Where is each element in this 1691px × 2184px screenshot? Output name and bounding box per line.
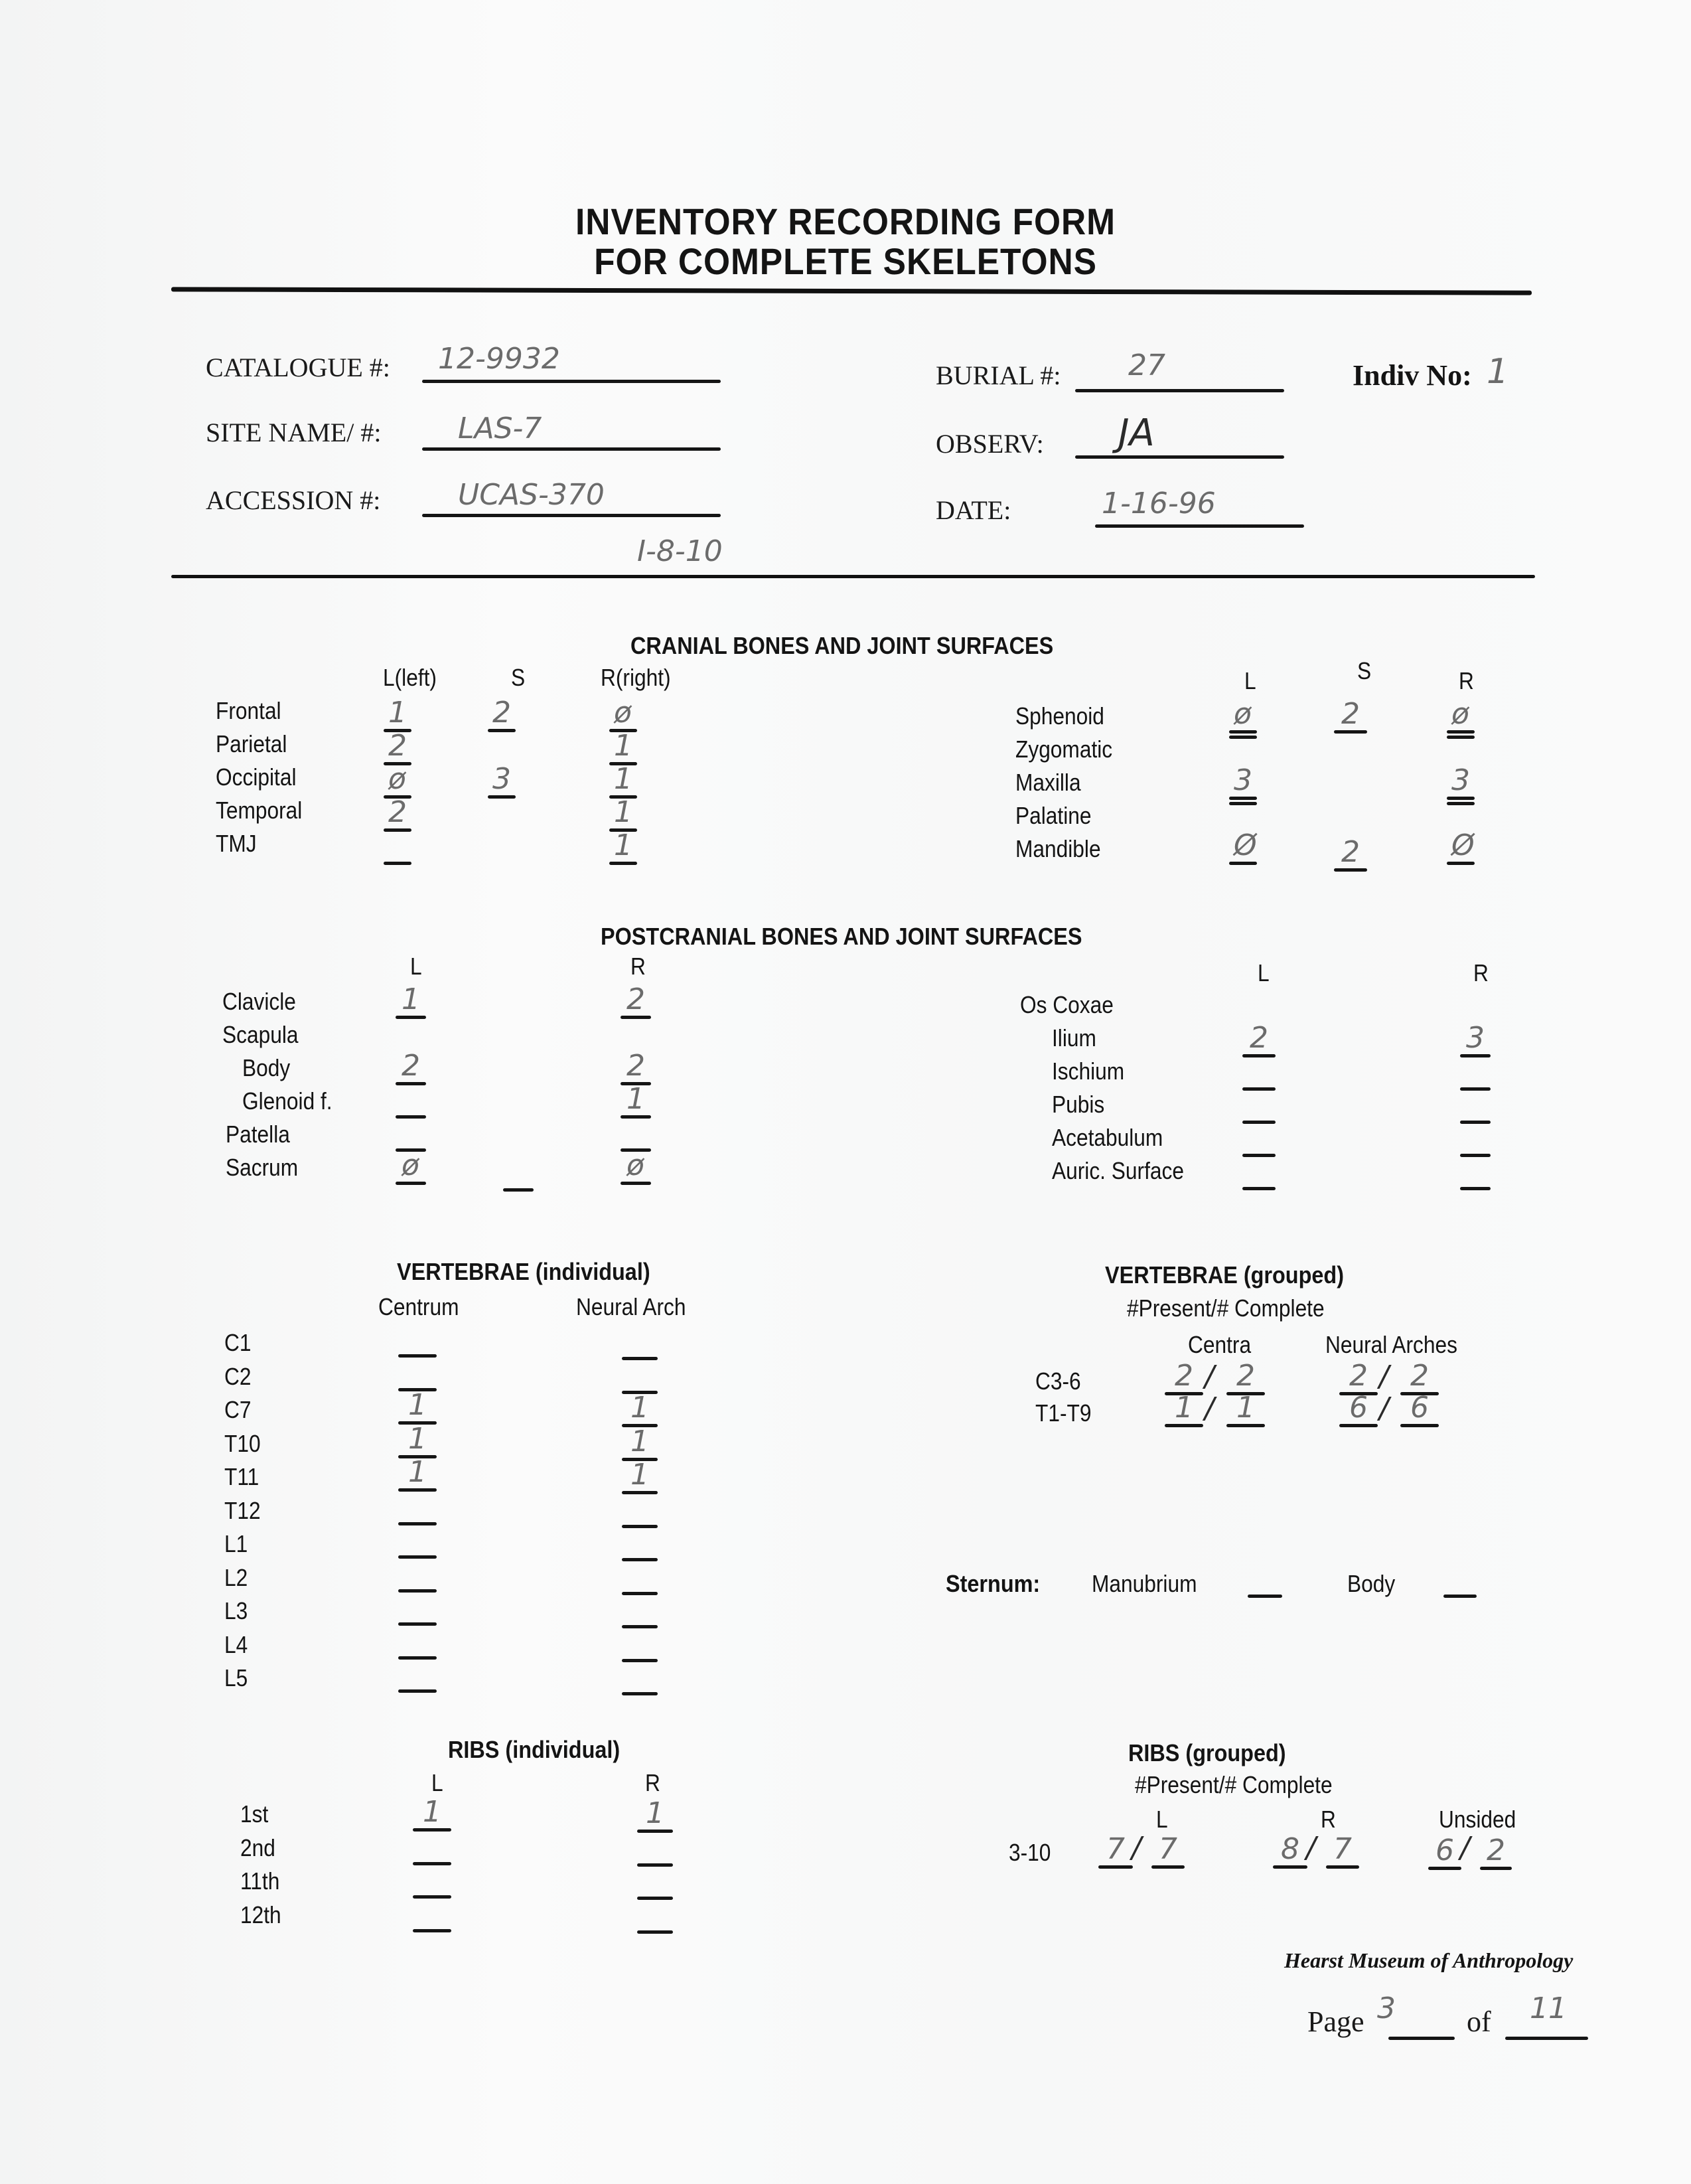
cranial-col2-l: L (1244, 667, 1256, 694)
ribs-individual-title: RIBS (individual) (448, 1736, 621, 1763)
ribs-grouped-col-r: R (1321, 1806, 1336, 1833)
postcranial-ilium-left-value[interactable]: 2 (1250, 1021, 1268, 1055)
vertebra-t10-arch-value[interactable]: 1 (630, 1424, 649, 1458)
cranial-col-right: R(right) (601, 664, 671, 691)
institution-name: Hearst Museum of Anthropology (1284, 1948, 1574, 1972)
accession-label: ACCESSION #: (206, 485, 381, 515)
vertebrae-col-centrum: Centrum (378, 1293, 459, 1320)
page-total-line (1505, 2037, 1588, 2040)
cranial-row-label: Zygomatic (1015, 736, 1113, 763)
postcranial-row-label: Body (242, 1054, 291, 1081)
sternum-body-field[interactable] (1443, 1595, 1477, 1598)
cranial-maxilla-left-value[interactable]: 3 (1234, 763, 1252, 797)
vgroup-0-arches-complete-value[interactable]: 2 (1410, 1359, 1429, 1393)
date-label: DATE: (936, 495, 1011, 525)
cranial-parietal-right-value[interactable]: 1 (614, 729, 632, 763)
postcranial-glenoidf-right-value[interactable]: 1 (626, 1082, 645, 1116)
cranial-row-label: Mandible (1015, 835, 1101, 862)
vertebra-l3-arch-line[interactable] (622, 1625, 658, 1628)
postcranial-row-label: Auric. Surface (1052, 1157, 1184, 1184)
vertebra-l1-centrum-line[interactable] (398, 1555, 437, 1559)
rgroup-right-complete-value[interactable]: 7 (1333, 1832, 1352, 1866)
cranial-maxilla-right-value[interactable]: 3 (1451, 763, 1470, 797)
postcranial-pubis-left-line[interactable] (1242, 1121, 1276, 1124)
cranial-mandible-right-value[interactable]: Ø (1451, 828, 1475, 862)
cranial-frontal-right-value[interactable]: ø (614, 696, 632, 730)
cranial-row-label: Occipital (216, 763, 297, 791)
sternum-label: Sternum: (946, 1570, 1041, 1597)
postcranial-acetabulum-right-line[interactable] (1460, 1154, 1491, 1157)
cranial-temporal-left-value[interactable]: 2 (388, 795, 407, 829)
vertebra-row-label: L4 (224, 1630, 248, 1658)
vgroup-1-centra-present-value[interactable]: 1 (1175, 1391, 1193, 1425)
postcranial-auricsurface-right-line[interactable] (1460, 1187, 1491, 1190)
rgroup-slash: / (1460, 1831, 1470, 1865)
form-title-line1: INVENTORY RECORDING FORM (575, 200, 1116, 242)
cranial-palatine-right-line[interactable] (1447, 802, 1475, 805)
rib-row-label: 11th (240, 1867, 280, 1895)
postcranial-row-label: Pubis (1052, 1091, 1105, 1118)
vgroup-slash: / (1379, 1391, 1389, 1425)
cranial-row-label: Palatine (1015, 802, 1092, 829)
cranial-palatine-left-line[interactable] (1229, 802, 1257, 805)
ribs-grouped-title: RIBS (grouped) (1128, 1739, 1286, 1766)
rib-12th-left-line[interactable] (413, 1929, 451, 1932)
vertebra-row-label: C2 (224, 1362, 252, 1390)
rib-1st-right-value[interactable]: 1 (646, 1796, 664, 1830)
vertebrae-grouped-col-centra: Centra (1188, 1331, 1252, 1358)
cranial-tmj-right-value[interactable]: 1 (614, 828, 632, 862)
rib-group-label: 3-10 (1009, 1839, 1051, 1866)
ribs-grouped-col-l: L (1156, 1806, 1168, 1833)
postcranial-col2-r: R (1473, 959, 1489, 986)
vertebra-c1-arch-line[interactable] (622, 1357, 658, 1360)
postcranial-sacrum-side-line[interactable] (503, 1188, 534, 1192)
rib-row-label: 12th (240, 1901, 281, 1928)
cranial-occipital-side-value[interactable]: 3 (492, 762, 511, 796)
postcranial-row-label: Ilium (1052, 1024, 1096, 1052)
vertebra-row-label: L2 (224, 1563, 248, 1591)
cranial-zygomatic-left-line[interactable] (1229, 736, 1257, 739)
rib-1st-left-value[interactable]: 1 (423, 1795, 441, 1829)
vertebra-row-label: C7 (224, 1396, 252, 1423)
ribs-individual-col-l: L (431, 1769, 443, 1796)
postcranial-col-l: L (410, 953, 422, 980)
cranial-col2-r: R (1459, 667, 1474, 694)
cranial-sphenoid-side-value[interactable]: 2 (1341, 697, 1360, 731)
rgroup-right-present-value[interactable]: 8 (1281, 1832, 1299, 1866)
vertebra-row-label: T12 (224, 1496, 261, 1524)
vertebra-c1-centrum-line[interactable] (398, 1354, 437, 1358)
page-total[interactable]: 11 (1530, 1991, 1567, 2025)
postcranial-ilium-right-value[interactable]: 3 (1466, 1021, 1485, 1055)
page-number[interactable]: 3 (1377, 1991, 1396, 2025)
vertebra-t11-arch-value[interactable]: 1 (630, 1458, 649, 1492)
vertebra-t12-centrum-line[interactable] (398, 1522, 437, 1525)
rgroup-unsided-complete-value[interactable]: 2 (1487, 1833, 1505, 1867)
burial-field-line (1075, 389, 1284, 392)
vertebra-row-label: C1 (224, 1329, 252, 1356)
vertebra-l4-arch-line[interactable] (622, 1659, 658, 1662)
postcranial-row-label: Glenoid f. (242, 1087, 332, 1115)
rib-2nd-right-line[interactable] (637, 1863, 673, 1867)
postcranial-row-label: Acetabulum (1052, 1124, 1163, 1151)
cranial-zygomatic-right-line[interactable] (1447, 736, 1475, 739)
postcranial-body-left-value[interactable]: 2 (402, 1049, 420, 1083)
vertebra-l3-centrum-line[interactable] (398, 1622, 437, 1626)
vgroup-0-centra-complete-value[interactable]: 2 (1236, 1359, 1255, 1393)
postcranial-acetabulum-left-line[interactable] (1242, 1154, 1276, 1157)
rgroup-slash: / (1132, 1831, 1141, 1865)
vgroup-slash: / (1205, 1360, 1214, 1393)
cranial-frontal-side-value[interactable]: 2 (492, 696, 511, 730)
form-title-line2: FOR COMPLETE SKELETONS (594, 240, 1097, 282)
header-divider (171, 575, 1535, 578)
catalogue-field-line (422, 380, 721, 383)
page-number-line (1388, 2037, 1455, 2040)
vertebra-c7-centrum-value[interactable]: 1 (408, 1388, 427, 1422)
rib-12th-right-line[interactable] (637, 1930, 673, 1934)
ribs-individual-col-r: R (645, 1769, 660, 1796)
vertebrae-col-neural-arch: Neural Arch (576, 1293, 686, 1320)
indiv-label: Indiv No: (1353, 359, 1472, 392)
date-value[interactable]: 1-16-96 (1102, 487, 1216, 520)
cranial-section-title: CRANIAL BONES AND JOINT SURFACES (630, 632, 1054, 659)
postcranial-col2-l: L (1258, 959, 1270, 986)
cranial-row-label: Sphenoid (1015, 702, 1104, 730)
rib-row-label: 1st (240, 1800, 269, 1828)
vertebra-t12-arch-line[interactable] (622, 1525, 658, 1528)
cranial-occipital-right-value[interactable]: 1 (614, 762, 632, 796)
vertebra-l2-arch-line[interactable] (622, 1592, 658, 1595)
manubrium-label: Manubrium (1092, 1570, 1197, 1597)
ribs-grouped-col-unsided: Unsided (1439, 1806, 1516, 1833)
site-field-line (422, 447, 721, 451)
accession-value[interactable]: UCAS-370 (458, 478, 605, 512)
vgroup-1-arches-complete-value[interactable]: 6 (1410, 1391, 1429, 1425)
cranial-mandible-side-value[interactable]: 2 (1341, 835, 1360, 869)
page-label: Page (1307, 2005, 1364, 2038)
burial-label: BURIAL #: (936, 360, 1061, 390)
observ-label: OBSERV: (936, 429, 1044, 459)
cranial-sphenoid-left-value[interactable]: ø (1234, 697, 1252, 731)
rib-2nd-left-line[interactable] (413, 1862, 451, 1865)
cranial-frontal-left-value[interactable]: 1 (388, 696, 407, 730)
postcranial-clavicle-left-value[interactable]: 1 (402, 982, 420, 1016)
cranial-occipital-left-value[interactable]: ø (388, 762, 406, 796)
rgroup-left-present-value[interactable]: 7 (1106, 1832, 1125, 1866)
vertebrae-grouped-col-arches: Neural Arches (1325, 1331, 1457, 1358)
postcranial-ischium-right-line[interactable] (1460, 1087, 1491, 1091)
postcranial-sacrum-left-value[interactable]: ø (402, 1148, 419, 1182)
cranial-row-label: Maxilla (1015, 769, 1081, 796)
ribs-grouped-subtitle: #Present/# Complete (1135, 1771, 1333, 1798)
vertebra-row-label: L1 (224, 1530, 248, 1557)
cranial-row-label: Parietal (216, 730, 287, 757)
postcranial-clavicle-right-value[interactable]: 2 (626, 982, 645, 1016)
vgroup-1-arches-present-value[interactable]: 6 (1349, 1391, 1368, 1425)
catalogue-label: CATALOGUE #: (206, 352, 390, 382)
vertebra-l4-centrum-line[interactable] (398, 1656, 437, 1660)
manubrium-field[interactable] (1248, 1595, 1282, 1598)
cranial-row-label: TMJ (216, 830, 257, 857)
observ-value[interactable]: JA (1118, 412, 1155, 455)
cranial-col-left: L(left) (383, 664, 437, 691)
postcranial-sacrum-right-value[interactable]: ø (626, 1148, 644, 1182)
vertebra-l1-arch-line[interactable] (622, 1558, 658, 1561)
date-field-line (1095, 524, 1304, 528)
vgroup-slash: / (1379, 1360, 1389, 1393)
vertebra-c7-arch-value[interactable]: 1 (630, 1391, 649, 1425)
cranial-col2-s: S (1357, 657, 1372, 684)
vertebra-l2-centrum-line[interactable] (398, 1589, 437, 1593)
cranial-parietal-left-value[interactable]: 2 (388, 729, 407, 763)
site-value[interactable]: LAS-7 (458, 412, 542, 445)
postcranial-row-label: Ischium (1052, 1057, 1125, 1085)
burial-value[interactable]: 27 (1128, 349, 1165, 382)
cranial-sphenoid-right-value[interactable]: ø (1451, 697, 1469, 731)
rgroup-left-complete-value[interactable]: 7 (1159, 1832, 1177, 1866)
vertebra-row-label: L5 (224, 1664, 248, 1691)
rgroup-slash: / (1306, 1831, 1316, 1865)
vertebra-t11-centrum-value[interactable]: 1 (408, 1455, 427, 1489)
vertebra-t10-centrum-value[interactable]: 1 (408, 1421, 427, 1456)
postcranial-row-label: Clavicle (222, 988, 296, 1015)
postcranial-auricsurface-left-line[interactable] (1242, 1187, 1276, 1190)
rib-row-label: 2nd (240, 1833, 275, 1861)
title-divider (171, 287, 1532, 295)
postcranial-row-label: Scapula (222, 1021, 299, 1048)
rgroup-unsided-present-value[interactable]: 6 (1435, 1833, 1454, 1867)
sternum-body-label: Body (1347, 1570, 1396, 1597)
vertebrae-grouped-subtitle: #Present/# Complete (1127, 1294, 1325, 1322)
accession-field-line (422, 514, 721, 517)
postcranial-section-title: POSTCRANIAL BONES AND JOINT SURFACES (601, 923, 1082, 950)
vertebra-group-label: C3-6 (1035, 1367, 1081, 1395)
vertebra-l5-centrum-line[interactable] (398, 1689, 437, 1693)
postcranial-row-label: Sacrum (226, 1154, 299, 1181)
vertebra-row-label: T11 (224, 1463, 259, 1490)
postcranial-glenoidf-left-line[interactable] (396, 1115, 426, 1119)
postcranial-row-label: Os Coxae (1020, 991, 1114, 1018)
vertebra-row-label: T10 (224, 1429, 261, 1457)
cranial-row-label: Temporal (216, 797, 303, 824)
vertebrae-individual-title: VERTEBRAE (individual) (397, 1258, 650, 1285)
cranial-temporal-right-value[interactable]: 1 (614, 795, 632, 829)
postcranial-row-label: Patella (226, 1121, 290, 1148)
rib-11th-right-line[interactable] (637, 1897, 673, 1900)
of-label: of (1467, 2005, 1491, 2038)
observ-field-line (1075, 455, 1284, 459)
vertebra-group-label: T1-T9 (1035, 1399, 1092, 1427)
site-label: SITE NAME/ #: (206, 418, 382, 447)
catalogue-value[interactable]: 12-9932 (438, 342, 560, 376)
cranial-col-s: S (511, 664, 526, 691)
vertebrae-grouped-title: VERTEBRAE (grouped) (1105, 1261, 1344, 1288)
postcranial-pubis-right-line[interactable] (1460, 1121, 1491, 1124)
cranial-tmj-left-line[interactable] (384, 862, 411, 865)
postcranial-col-r: R (630, 953, 646, 980)
vertebra-row-label: L3 (224, 1597, 248, 1624)
vgroup-1-centra-complete-value[interactable]: 1 (1236, 1391, 1255, 1425)
vgroup-0-centra-present-value[interactable]: 2 (1175, 1359, 1193, 1393)
indiv-value[interactable]: 1 (1487, 352, 1509, 392)
cranial-mandible-left-value[interactable]: Ø (1234, 828, 1257, 862)
postcranial-body-right-value[interactable]: 2 (626, 1049, 645, 1083)
vgroup-slash: / (1205, 1391, 1214, 1425)
accession-note: I-8-10 (637, 534, 723, 568)
vgroup-0-arches-present-value[interactable]: 2 (1349, 1359, 1368, 1393)
vertebra-l5-arch-line[interactable] (622, 1692, 658, 1695)
cranial-row-label: Frontal (216, 697, 281, 724)
rib-11th-left-line[interactable] (413, 1895, 451, 1899)
postcranial-ischium-left-line[interactable] (1242, 1087, 1276, 1091)
